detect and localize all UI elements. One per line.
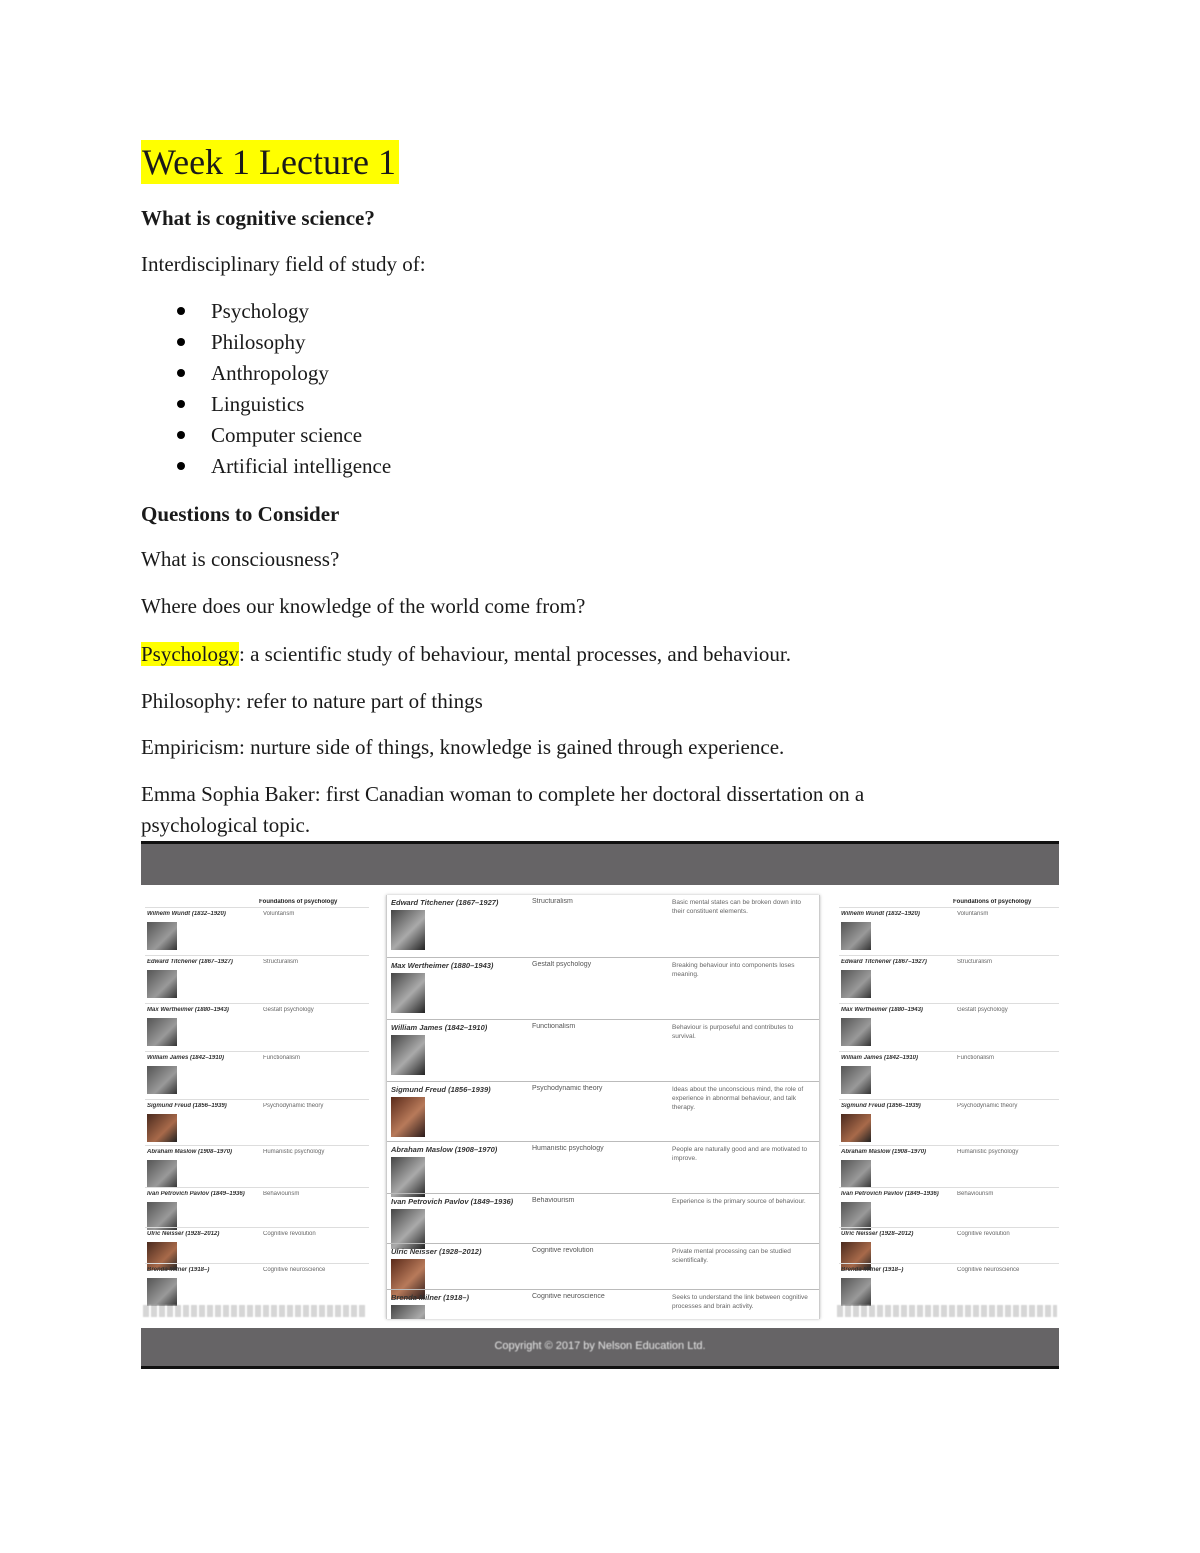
copyright-text: Copyright © 2017 by Nelson Education Ltd. (494, 1340, 706, 1352)
portrait-image (841, 1278, 871, 1306)
portrait-image (841, 1160, 871, 1188)
bullet-icon (177, 400, 185, 408)
portrait-image (391, 1097, 425, 1137)
portrait-image (841, 1018, 871, 1046)
definition-emma-baker: Emma Sophia Baker: first Canadian woman to complete her doctoral dissertation on a psychological topic. (141, 782, 865, 837)
bullet-icon (177, 462, 185, 470)
discipline-list (141, 296, 391, 482)
portrait-image (391, 1305, 425, 1319)
table-row: Brenda Milner (1918–) Cognitive neuroscience Seeks to understand the link between cognitive processes and brain activity. (387, 1289, 819, 1319)
table-row: Ivan Petrovich Pavlov (1849–1936) Behaviourism (839, 1187, 1059, 1236)
table-row: Ivan Petrovich Pavlov (1849–1936) Behaviourism Experience is the primary source of behaviour. (387, 1193, 819, 1244)
list-item: Artificial intelligence (141, 451, 391, 482)
table-row: Sigmund Freud (1856–1939) Psychodynamic theory Ideas about the unconscious mind, the role of experience in abnormal behaviour, and talk therapy. (387, 1081, 819, 1142)
list-item: Anthropology (141, 358, 391, 389)
portrait-image (841, 922, 871, 950)
table-row: Ulric Neisser (1928–2012) Cognitive revolution Private mental processing can be studied scientifically. (387, 1243, 819, 1290)
left-slide-panel (141, 895, 369, 1319)
bullet-icon (177, 369, 185, 377)
table-row: Abraham Maslow (1908–1970) Humanistic psychology People are naturally good and are motivated to improve. (387, 1141, 819, 1194)
intro-paragraph: Interdisciplinary field of study of: (141, 252, 426, 276)
center-slide-panel (386, 895, 820, 1319)
bullet-icon (177, 431, 185, 439)
portrait-image (147, 1160, 177, 1188)
panel-header: Foundations of psychology (953, 899, 1032, 905)
table-row: William James (1842–1910) Functionalism (145, 1051, 369, 1100)
table-row: Edward Titchener (1867–1927) Structuralism (839, 955, 1059, 1004)
table-row: Abraham Maslow (1908–1970) Humanistic psychology (839, 1145, 1059, 1194)
definition-philosophy: Philosophy: refer to nature part of things (141, 689, 483, 713)
portrait-image (147, 1066, 177, 1094)
table-row: Max Wertheimer (1880–1943) Gestalt psychology Breaking behaviour into components loses meaning. (387, 957, 819, 1020)
table-row: Sigmund Freud (1856–1939) Psychodynamic theory (839, 1099, 1059, 1148)
section-heading-questions: Questions to Consider (141, 502, 340, 526)
image-top-bar (141, 841, 1059, 885)
table-row: Sigmund Freud (1856–1939) Psychodynamic theory (145, 1099, 369, 1148)
table-row: Wilhelm Wundt (1832–1920) Voluntarism (145, 907, 369, 956)
table-row: Wilhelm Wundt (1832–1920) Voluntarism (839, 907, 1059, 956)
table-row: Ulric Neisser (1928–2012) Cognitive revolution (839, 1227, 1059, 1276)
portrait-image (147, 922, 177, 950)
page-title: Week 1 Lecture 1 (141, 140, 399, 184)
table-row: Brenda Milner (1918–) Cognitive neuroscience (145, 1263, 369, 1312)
table-row: William James (1842–1910) Functionalism (839, 1051, 1059, 1100)
table-row: Max Wertheimer (1880–1943) Gestalt psychology (839, 1003, 1059, 1052)
highlighted-term: Psychology (141, 642, 240, 666)
source-note (143, 1305, 367, 1317)
panel-header: Foundations of psychology (259, 899, 338, 905)
portrait-image (391, 973, 425, 1013)
portrait-image (147, 1114, 177, 1142)
portrait-image (147, 1278, 177, 1306)
embedded-slide-image (141, 841, 1059, 1369)
portrait-image (147, 970, 177, 998)
question-consciousness: What is consciousness? (141, 547, 340, 571)
table-row: Ulric Neisser (1928–2012) Cognitive revolution (145, 1227, 369, 1276)
bullet-icon (177, 338, 185, 346)
portrait-image (841, 1114, 871, 1142)
right-slide-panel (835, 895, 1059, 1319)
question-knowledge: Where does our knowledge of the world come from? (141, 594, 586, 618)
definition-empiricism: Empiricism: nurture side of things, knowledge is gained through experience. (141, 735, 785, 759)
section-heading-cognitive-science: What is cognitive science? (141, 206, 375, 230)
portrait-image (147, 1202, 177, 1230)
table-row: Edward Titchener (1867–1927) Structuralism (145, 955, 369, 1004)
portrait-image (147, 1018, 177, 1046)
table-row: William James (1842–1910) Functionalism Behaviour is purposeful and contributes to survival. (387, 1019, 819, 1082)
list-item: Philosophy (141, 327, 391, 358)
definition-psychology: Psychology: a scientific study of behaviour, mental processes, and behaviour. (141, 642, 792, 666)
source-note (837, 1305, 1057, 1317)
portrait-image (391, 910, 425, 950)
list-item: Computer science (141, 420, 391, 451)
table-row: Abraham Maslow (1908–1970) Humanistic psychology (145, 1145, 369, 1194)
list-item: Psychology (141, 296, 391, 327)
portrait-image (841, 1066, 871, 1094)
portrait-image (391, 1035, 425, 1075)
image-footer-bar (141, 1328, 1059, 1369)
table-row: Edward Titchener (1867–1927) Structuralism Basic mental states can be broken down into their constituent elements. (387, 895, 819, 957)
bullet-icon (177, 307, 185, 315)
table-row: Max Wertheimer (1880–1943) Gestalt psychology (145, 1003, 369, 1052)
table-row: Ivan Petrovich Pavlov (1849–1936) Behaviourism (145, 1187, 369, 1236)
portrait-image (841, 1202, 871, 1230)
list-item: Linguistics (141, 389, 391, 420)
portrait-image (841, 970, 871, 998)
portrait-image (391, 1157, 425, 1197)
table-row: Brenda Milner (1918–) Cognitive neuroscience (839, 1263, 1059, 1312)
